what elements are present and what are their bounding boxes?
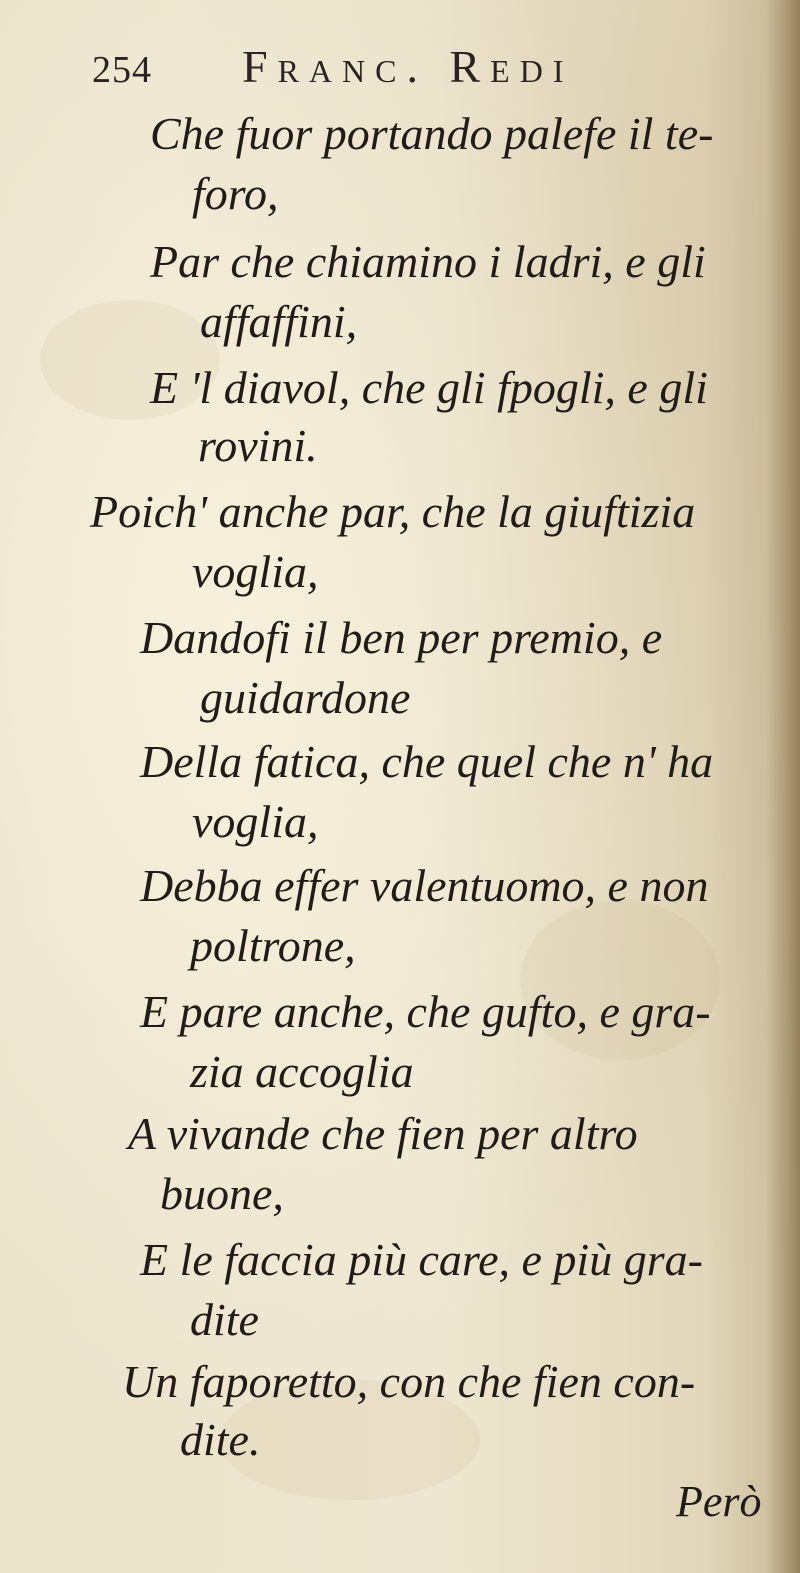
verse-line: A vivande che fien per altro xyxy=(128,1108,638,1159)
verse-line: voglia, xyxy=(192,546,319,597)
verse-line: poltrone, xyxy=(190,920,356,971)
catchword: Però xyxy=(676,1477,762,1526)
running-head-title: Franc. Redi xyxy=(242,41,574,92)
verse-line: Par che chiamino i ladri, e gli xyxy=(150,236,706,287)
verse-line: Debba effer valentuomo, e non xyxy=(140,860,709,911)
verse-line: E 'l diavol, che gli fpogli, e gli xyxy=(150,362,708,413)
verse-line: buone, xyxy=(160,1168,284,1219)
verse-line: dite xyxy=(190,1294,259,1345)
verse-line: guidardone xyxy=(200,672,411,723)
verse-line: Che fuor portando palefe il te- xyxy=(150,108,714,159)
verse-line: Dandofi il ben per premio, e xyxy=(140,612,663,663)
verse-line: affaffini, xyxy=(200,296,358,347)
verse-line: Poich' anche par, che la giuftizia xyxy=(90,486,696,537)
verse-line: voglia, xyxy=(192,796,319,847)
verse-line: dite. xyxy=(180,1414,261,1465)
verse-line: zia accoglia xyxy=(190,1046,414,1097)
page-number: 254 xyxy=(92,49,152,91)
verse-line: foro, xyxy=(192,168,279,219)
verse-line: E pare anche, che gufto, e gra- xyxy=(140,986,711,1037)
verse-line: rovini. xyxy=(198,420,318,471)
verse-line: Della fatica, che quel che n' ha xyxy=(140,736,714,787)
verse-line: E le faccia più care, e più gra- xyxy=(140,1234,703,1285)
verse-line: Un faporetto, con che fien con- xyxy=(122,1356,696,1407)
